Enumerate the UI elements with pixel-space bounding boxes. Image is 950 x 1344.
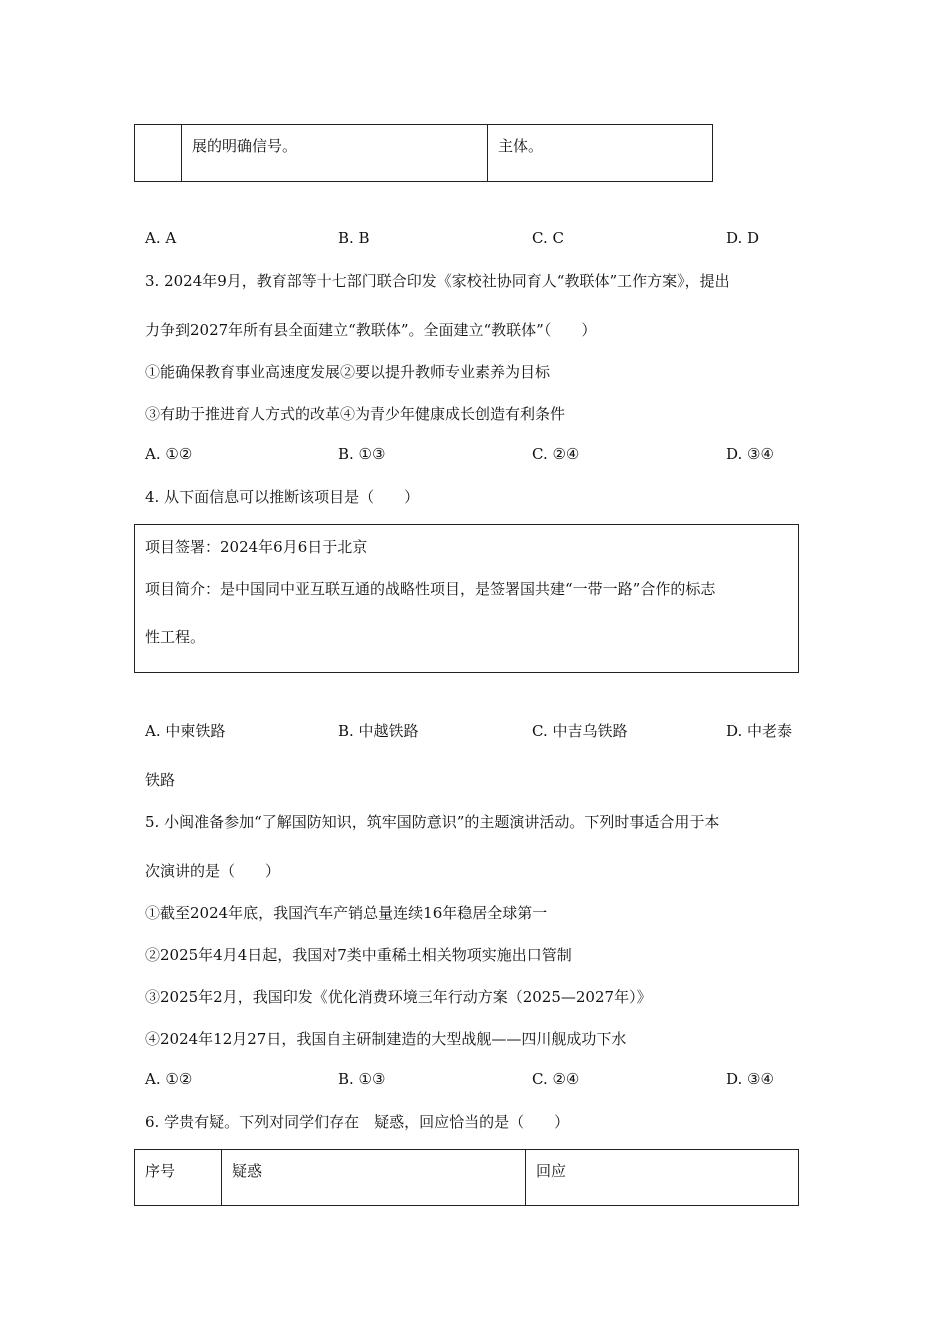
q2-option-c[interactable]: C. C <box>532 229 564 247</box>
q5-item-2: ②2025年4月4日起，我国对7类中重稀土相关物项实施出口管制 <box>145 946 572 964</box>
q3-option-d[interactable]: D. ③④ <box>726 445 774 463</box>
q5-stem-line1: 5. 小闽准备参加“了解国防知识，筑牢国防意识”的主题演讲活动。下列时事适合用于本 <box>145 813 720 831</box>
q4-box-line3: 性工程。 <box>145 628 206 646</box>
q2-option-a[interactable]: A. A <box>145 229 177 247</box>
q5-item-3: ③2025年2月，我国印发《优化消费环境三年行动方案（2025—2027年）》 <box>145 988 652 1006</box>
top-table <box>134 124 713 182</box>
q3-option-a[interactable]: A. ①② <box>145 445 193 463</box>
q5-option-a[interactable]: A. ①② <box>145 1070 193 1088</box>
q4-box-line1: 项目签署：2024年6月6日于北京 <box>145 538 368 556</box>
q6-stem: 6. 学贵有疑。下列对同学们存在 疑惑，回应恰当的是（ ） <box>145 1113 570 1131</box>
top-table-cell-doubt: 展的明确信号。 <box>182 125 488 182</box>
q4-option-a[interactable]: A. 中柬铁路 <box>145 722 226 740</box>
top-table-cell-reply: 主体。 <box>488 125 713 182</box>
q6-header-index: 序号 <box>135 1150 222 1206</box>
q5-option-d[interactable]: D. ③④ <box>726 1070 774 1088</box>
q3-item-1: ①能确保教育事业高速度发展②要以提升教师专业素养为目标 <box>145 363 551 381</box>
q3-option-b[interactable]: B. ①③ <box>338 445 386 463</box>
q2-option-d[interactable]: D. D <box>726 229 760 247</box>
q4-box-line2: 项目简介：是中国同中亚互联互通的战略性项目，是签署国共建“一带一路”合作的标志 <box>145 580 716 598</box>
q6-header-doubt: 疑惑 <box>222 1150 526 1206</box>
q3-stem-line1: 3. 2024年9月，教育部等十七部门联合印发《家校社协同育人“教联体”工作方案》，提出 <box>145 272 730 290</box>
q4-info-box <box>134 524 799 673</box>
q5-option-b[interactable]: B. ①③ <box>338 1070 386 1088</box>
q5-option-c[interactable]: C. ②④ <box>532 1070 580 1088</box>
q6-table <box>134 1149 799 1206</box>
q4-option-c[interactable]: C. 中吉乌铁路 <box>532 722 628 740</box>
q3-stem-line2: 力争到2027年所有县全面建立“教联体”。全面建立“教联体”（ ） <box>145 321 597 339</box>
q5-stem-line2: 次演讲的是（ ） <box>145 862 281 880</box>
q3-item-2: ③有助于推进育人方式的改革④为青少年健康成长创造有利条件 <box>145 405 566 423</box>
q4-option-d[interactable]: D. 中老泰 <box>726 722 793 740</box>
q4-option-d-wrap: 铁路 <box>145 771 176 789</box>
q2-option-b[interactable]: B. B <box>338 229 370 247</box>
q5-item-4: ④2024年12月27日，我国自主研制建造的大型战舰——四川舰成功下水 <box>145 1030 627 1048</box>
q4-stem: 4. 从下面信息可以推断该项目是（ ） <box>145 488 420 506</box>
top-table-cell-index <box>135 125 182 182</box>
q6-header-reply: 回应 <box>526 1150 799 1206</box>
q3-option-c[interactable]: C. ②④ <box>532 445 580 463</box>
q5-item-1: ①截至2024年底，我国汽车产销总量连续16年稳居全球第一 <box>145 904 548 922</box>
q4-option-b[interactable]: B. 中越铁路 <box>338 722 419 740</box>
